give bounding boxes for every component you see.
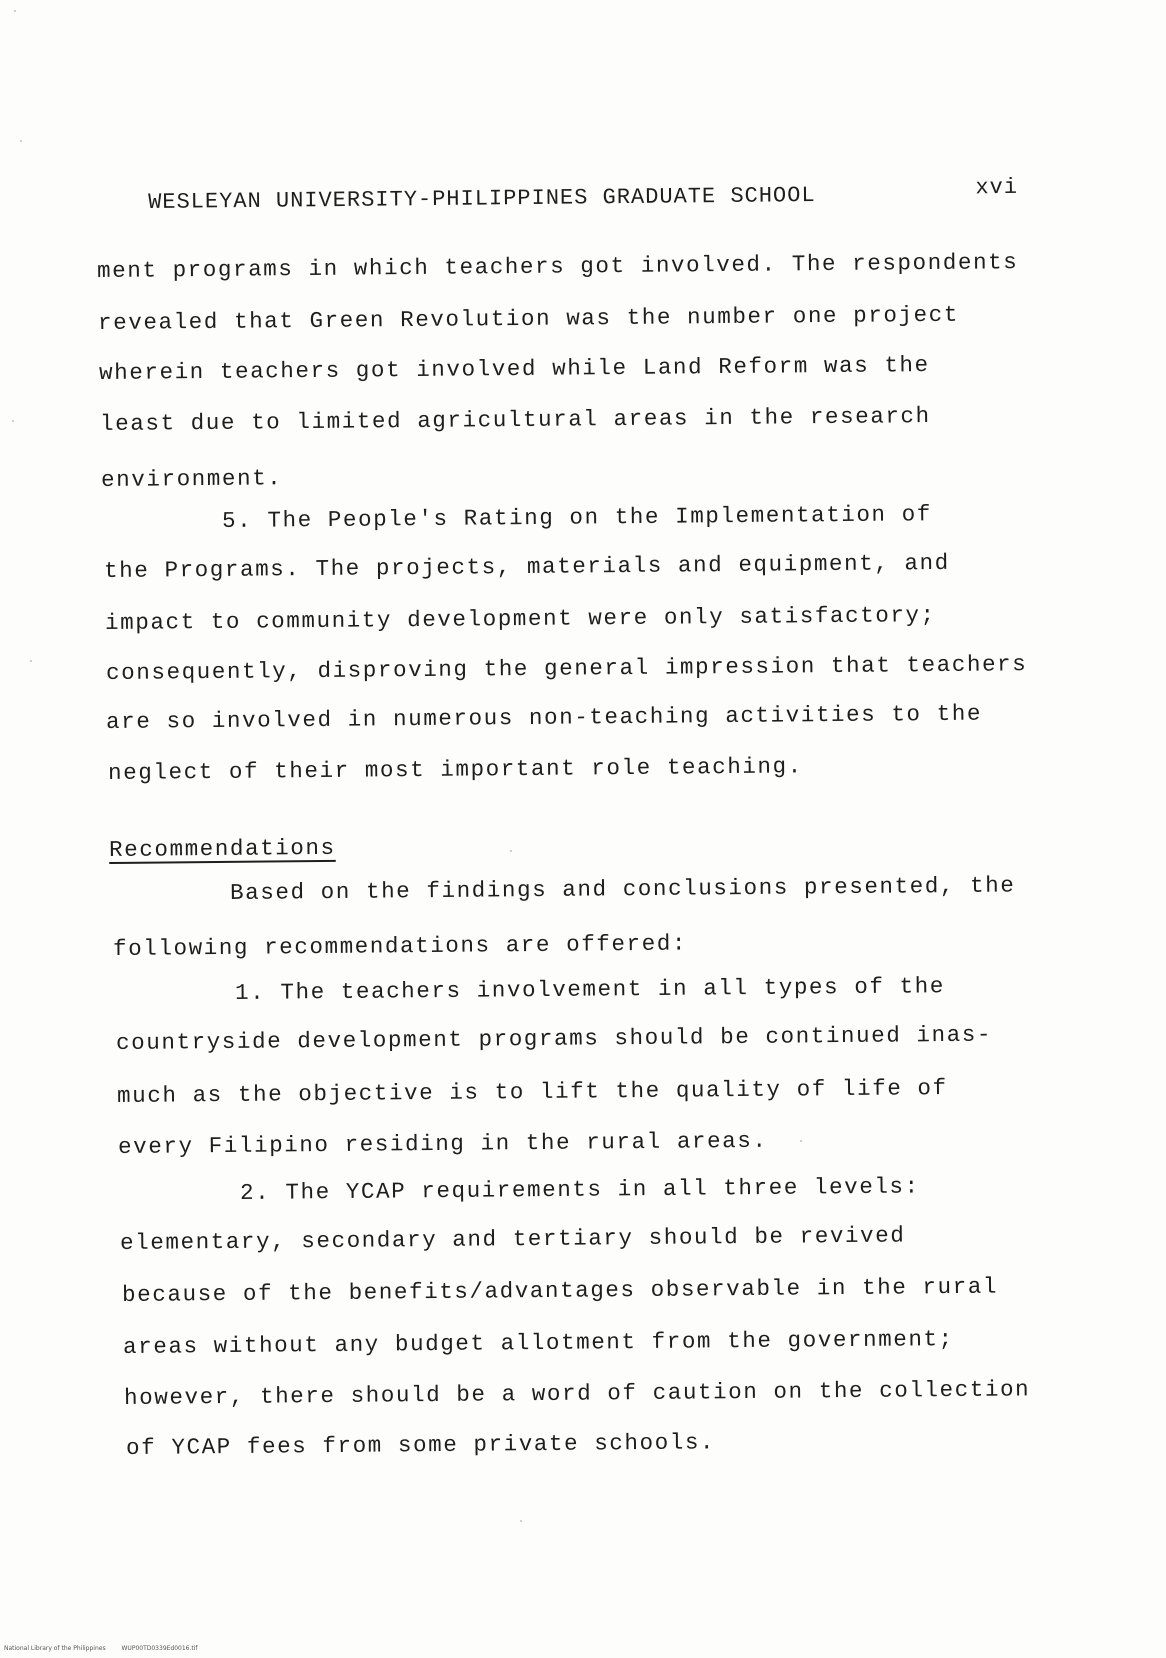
text-line: environment. <box>101 465 283 493</box>
scan-footer <box>4 1645 212 1652</box>
library-credit: National Library of the Philippines <box>4 1645 106 1652</box>
text-line: neglect of their most important role teaching. <box>108 753 803 786</box>
scan-speck <box>800 1140 802 1142</box>
text-line: revealed that Green Revolution was the number one project <box>98 301 960 336</box>
text-line: however, there should be a word of caution on the collection <box>124 1376 1031 1411</box>
text-line: wherein teachers got involved while Land Reform was the <box>99 352 930 386</box>
text-line: the Programs. The projects, materials and equipment, and <box>104 549 950 584</box>
text-line: elementary, secondary and tertiary should be revived <box>120 1222 906 1256</box>
text-line: ment programs in which teachers got involved. The respondents <box>97 249 1019 284</box>
text-line: every Filipino residing in the rural areas. <box>118 1127 768 1160</box>
scan-speck <box>30 660 32 662</box>
school-heading: WESLEYAN UNIVERSITY-PHILIPPINES GRADUATE SCHOOL <box>148 183 816 215</box>
text-line: of YCAP fees from some private schools. <box>126 1429 716 1461</box>
scan-speck <box>20 140 22 142</box>
scan-speck <box>520 1520 522 1522</box>
conclusion-5-heading: 5. The People's Rating on the Implementation of <box>222 501 933 534</box>
section-heading-recommendations: Recommendations <box>109 834 336 863</box>
text-line: consequently, disproving the general impression that teachers <box>106 651 1028 686</box>
page-number: xvi <box>975 174 1019 201</box>
file-identifier: WUP00TD0339Ed0016.tif <box>121 1645 198 1652</box>
text-line: because of the benefits/advantages observable in the rural <box>122 1273 999 1308</box>
scan-speck <box>510 850 512 852</box>
text-line: much as the objective is to lift the quality of life of <box>117 1075 948 1109</box>
text-line: impact to community development were only satisfactory; <box>105 602 936 636</box>
scan-speck <box>12 420 14 422</box>
text-line: least due to limited agricultural areas in the research <box>100 403 931 437</box>
text-line: following recommendations are offered: <box>113 930 688 962</box>
text-line: Based on the findings and conclusions presented, the <box>230 872 1016 906</box>
text-line: are so involved in numerous non-teaching activities to the <box>106 700 983 735</box>
text-line: countryside development programs should be continued inas- <box>116 1021 993 1056</box>
page-header <box>148 174 1019 215</box>
text-line: areas without any budget allotment from the government; <box>123 1326 954 1360</box>
recommendation-2-heading: 2. The YCAP requirements in all three levels: <box>240 1173 920 1206</box>
recommendation-1-heading: 1. The teachers involvement in all types of the <box>235 973 946 1006</box>
scan-speck <box>14 10 16 12</box>
